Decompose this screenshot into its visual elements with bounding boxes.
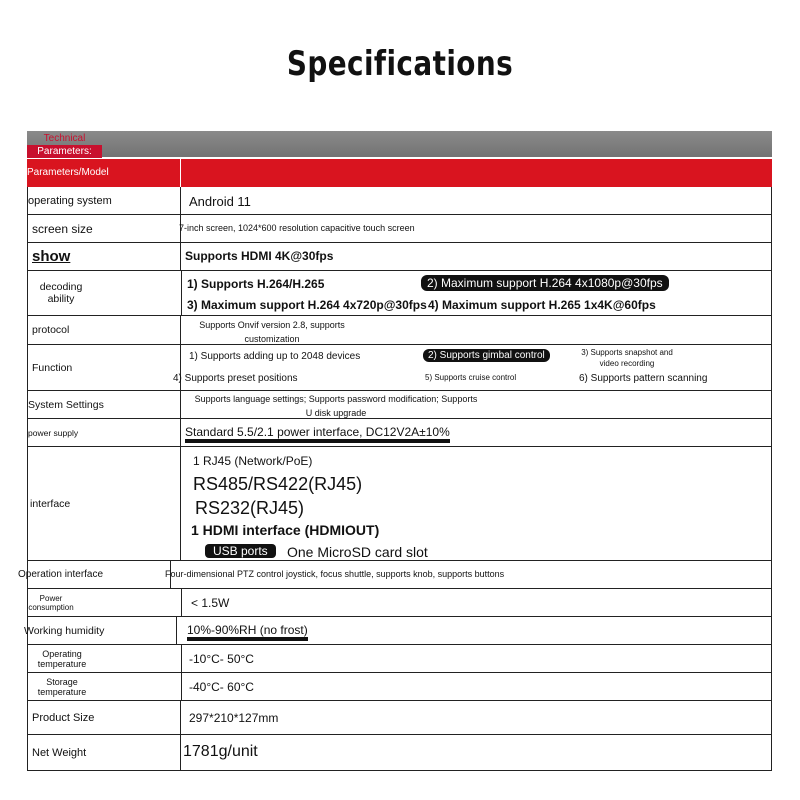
row-label: Function [28, 345, 181, 390]
row-interface [27, 447, 772, 561]
row-label: operating system [28, 187, 181, 214]
row-value: -40°C- 60°C [189, 680, 254, 694]
interface-item-6: One MicroSD card slot [287, 544, 428, 560]
row-label: Working humidity [24, 617, 177, 644]
interface-item-1: 1 RJ45 (Network/PoE) [193, 454, 313, 468]
decoding-item-3: 3) Maximum support H.264 4x720p@30fps [187, 298, 427, 312]
interface-item-2: RS485/RS422(RJ45) [193, 474, 363, 494]
row-value: 7-inch screen, 1024*600 resolution capacitive touch screen [179, 223, 415, 233]
function-item-4: 4) Supports preset positions [173, 373, 298, 384]
header-divider [180, 159, 181, 187]
row-label: decoding ability [39, 281, 83, 305]
tab-line-1: Technical [43, 133, 86, 144]
row-decoding-ability [27, 271, 772, 316]
row-label: Net Weight [28, 735, 181, 770]
interface-item-3: RS232(RJ45) [195, 498, 305, 518]
decoding-item-4: 4) Maximum support H.265 1x4K@60fps [428, 298, 656, 312]
row-value: Supports HDMI 4K@30fps [185, 249, 334, 263]
function-item-1: 1) Supports adding up to 2048 devices [189, 351, 361, 362]
row-label: interface [28, 447, 181, 560]
row-value: Four-dimensional PTZ control joystick, focus shuttle, supports knob, supports buttons [165, 569, 505, 579]
function-item-2: 2) Supports gimbal control [423, 349, 550, 362]
row-label: power supply [28, 419, 181, 446]
row-protocol [27, 316, 772, 345]
row-label: Operation interface [18, 561, 171, 588]
row-label: show [28, 243, 181, 270]
interface-item-4: 1 HDMI interface (HDMIOUT) [191, 522, 380, 538]
row-label: screen size [28, 215, 181, 242]
row-label: System Settings [28, 391, 181, 418]
page-title: Specifications [286, 44, 514, 84]
function-item-3: 3) Supports snapshot and video recording [581, 348, 673, 368]
row-value: -10°C- 50°C [189, 652, 254, 666]
row-value: 297*210*127mm [189, 711, 279, 725]
row-product-size [27, 701, 772, 735]
row-power-consumption [27, 589, 772, 617]
row-value: Android 11 [189, 194, 251, 209]
row-storage-temperature [27, 673, 772, 701]
row-function [27, 345, 772, 391]
interface-item-5: USB ports [205, 544, 276, 558]
row-value: 10%-90%RH (no frost) [187, 623, 308, 641]
function-item-6: 6) Supports pattern scanning [579, 373, 708, 384]
spec-table [18, 187, 772, 771]
row-operation-interface [18, 561, 772, 589]
row-operating-temperature [27, 645, 772, 673]
row-show [27, 243, 772, 271]
row-value: Standard 5.5/2.1 power interface, DC12V2A±10% [185, 425, 450, 443]
row-label: Power consumption [28, 593, 74, 612]
row-label: Operating temperature [37, 648, 87, 669]
model-label: Parameters/Model [27, 167, 109, 178]
function-item-5: 5) Supports cruise control [425, 373, 517, 382]
header-grey-bar [27, 131, 772, 157]
row-label: protocol [28, 316, 181, 344]
row-power-supply [27, 419, 772, 447]
technical-parameters-tab [27, 132, 102, 158]
row-system-settings [27, 391, 772, 419]
row-screen-size [27, 215, 772, 243]
row-label: Product Size [28, 701, 181, 734]
row-net-weight [27, 735, 772, 771]
tab-line-2: Parameters: [27, 145, 102, 158]
row-operating-system [27, 187, 772, 215]
row-working-humidity [24, 617, 772, 645]
row-value: Supports Onvif version 2.8, supports customization [199, 320, 345, 344]
row-value: < 1.5W [191, 596, 230, 610]
row-value: Supports language settings; Supports password modification; Supports U disk upgrade [194, 394, 478, 418]
decoding-item-1: 1) Supports H.264/H.265 [187, 277, 325, 291]
row-label: Storage temperature [37, 676, 87, 697]
decoding-item-2: 2) Maximum support H.264 4x1080p@30fps [421, 275, 669, 291]
row-value: 1781g/unit [183, 743, 258, 760]
